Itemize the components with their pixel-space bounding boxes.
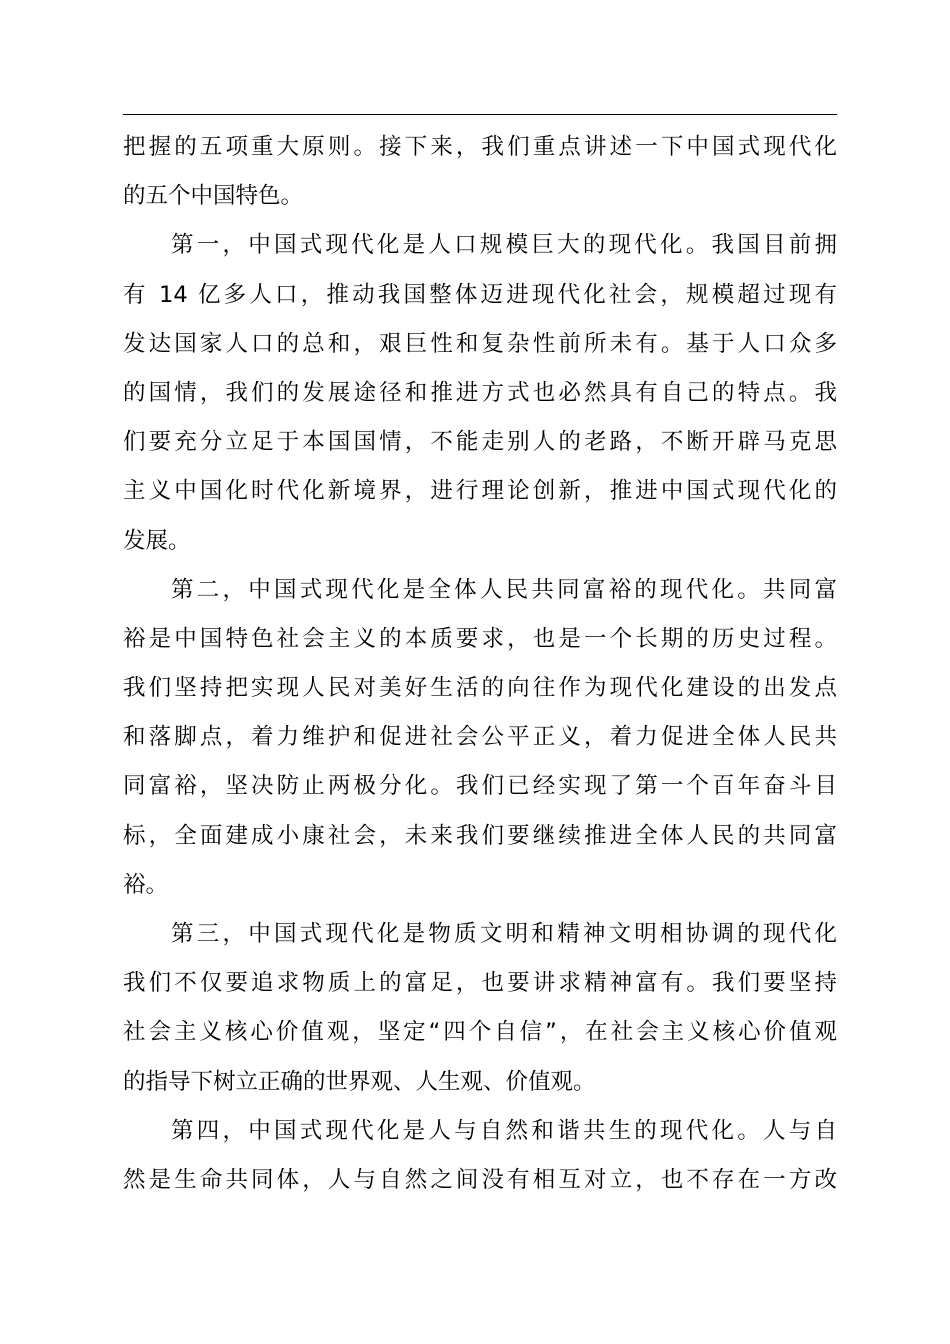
paragraph-first [123,221,837,565]
text-line: 的五个中国特色。 [123,183,304,210]
text-line: 然是生命共同体，人与自然之间没有相互对立，也不存在一方改 [123,1166,837,1193]
text-line: 第一，中国式现代化是人口规模巨大的现代化。我国目前拥 [171,232,837,259]
text-line: 主义中国化时代化新境界，进行理论创新，推进中国式现代化的 [123,478,837,505]
paragraph-fourth [123,1107,837,1205]
text-line: 社会主义核心价值观，坚定“四个自信”，在社会主义核心价值观 [123,1019,837,1046]
document-body [123,123,837,1205]
text-line: 的国情，我们的发展途径和推进方式也必然具有自己的特点。我 [123,379,837,406]
header-rule [123,114,837,115]
text-line: 我们不仅要追求物质上的富足，也要讲求精神富有。我们要坚持 [123,970,837,997]
text-line: 的指导下树立正确的世界观、人生观、价值观。 [123,1068,596,1095]
text-line: 我们坚持把实现人民对美好生活的向往作为现代化建设的出发点 [123,675,837,702]
text-line: 和落脚点，着力维护和促进社会公平正义，着力促进全体人民共 [123,724,837,751]
text-line: 裕是中国特色社会主义的本质要求，也是一个长期的历史过程。 [123,625,837,652]
text-line: 第二，中国式现代化是全体人民共同富裕的现代化。共同富 [171,576,837,603]
text-line: 把握的五项重大原则。接下来，我们重点讲述一下中国式现代化 [123,134,837,160]
text-line: 有 14 亿多人口，推动我国整体迈进现代化社会，规模超过现有 [123,281,837,308]
paragraph-third [123,910,837,1107]
text-line: 第三，中国式现代化是物质文明和精神文明相协调的现代化 [171,921,837,947]
text-line: 们要充分立足于本国国情，不能走别人的老路，不断开辟马克思 [123,429,837,456]
text-line: 发达国家人口的总和，艰巨性和复杂性前所未有。基于人口众多 [123,330,837,357]
text-line: 同富裕，坚决防止两极分化。我们已经实现了第一个百年奋斗目 [123,773,837,800]
paragraph-continuation [123,123,837,221]
text-line: 第四，中国式现代化是人与自然和谐共生的现代化。人与自 [171,1117,837,1144]
text-line: 发展。 [123,527,191,554]
paragraph-second [123,566,837,910]
text-line: 裕。 [123,871,169,898]
text-line: 标，全面建成小康社会，未来我们要继续推进全体人民的共同富 [123,822,837,849]
